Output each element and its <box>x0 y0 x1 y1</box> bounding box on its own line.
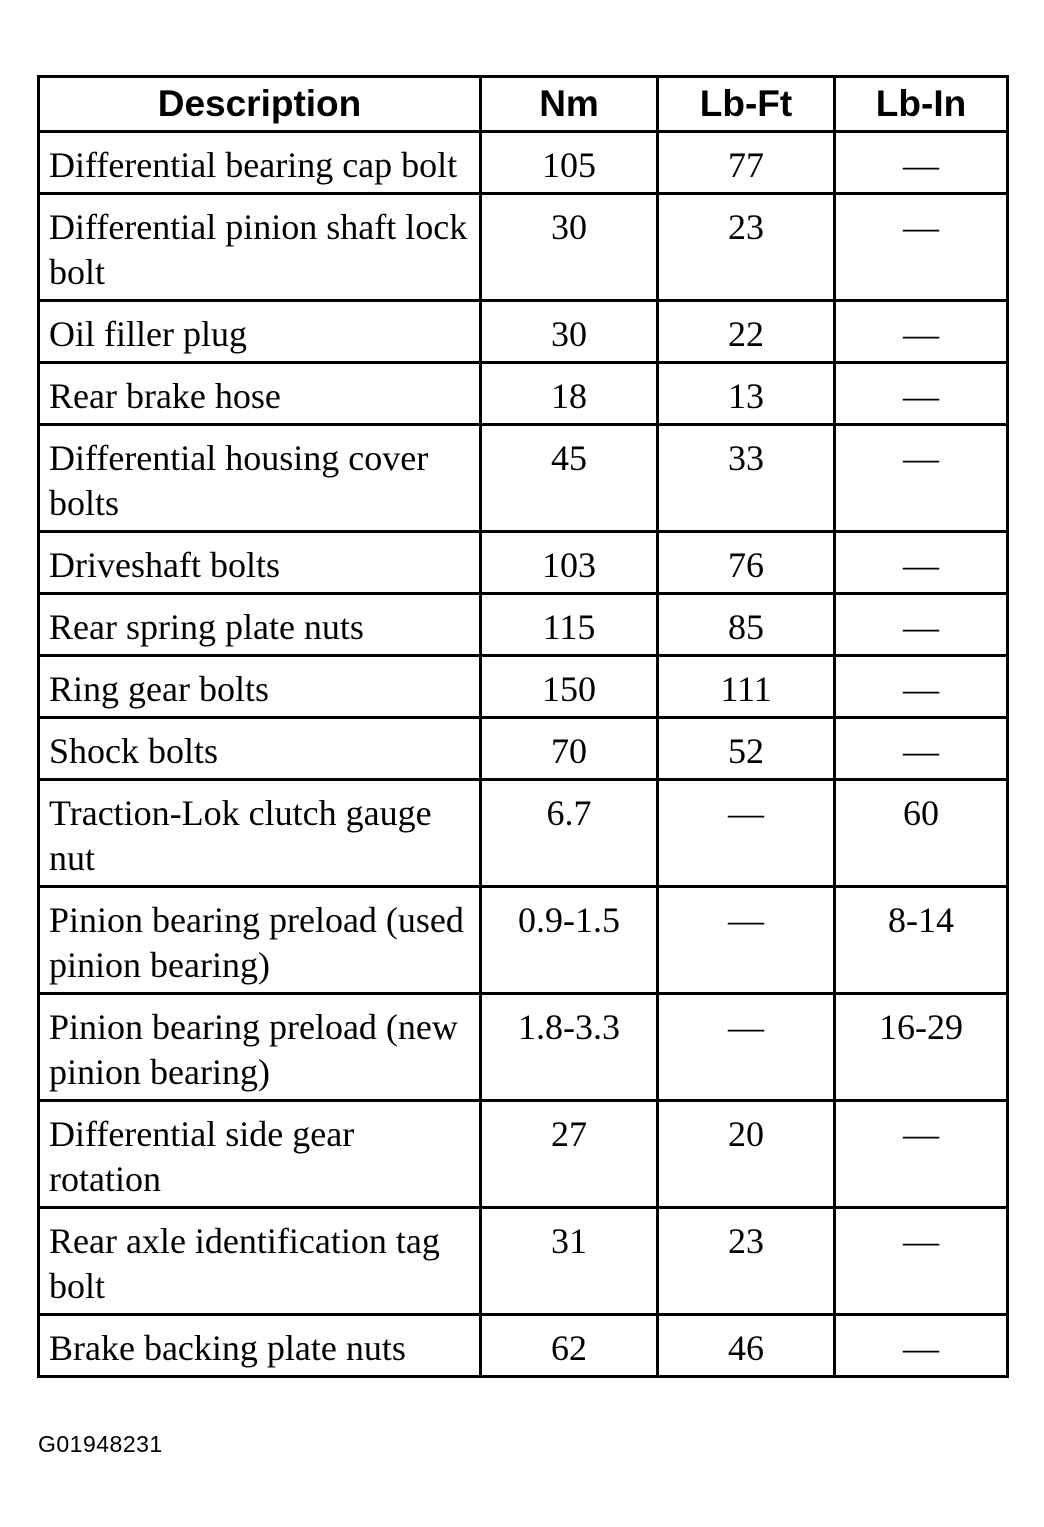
table-row <box>39 425 1008 532</box>
nm-cell: 70 <box>481 718 658 780</box>
table-row <box>39 1101 1008 1208</box>
lb-in-cell: — <box>835 363 1008 425</box>
table-row <box>39 1208 1008 1315</box>
nm-cell: 105 <box>481 132 658 194</box>
nm-cell: 31 <box>481 1208 658 1315</box>
description-cell: Ring gear bolts <box>39 656 481 718</box>
lb-in-cell: — <box>835 301 1008 363</box>
table-row <box>39 194 1008 301</box>
lb-in-cell: — <box>835 1208 1008 1315</box>
lb-in-cell: — <box>835 1101 1008 1208</box>
figure-code: G01948231 <box>38 1431 163 1457</box>
table-row <box>39 301 1008 363</box>
nm-cell: 27 <box>481 1101 658 1208</box>
lb-ft-cell: 85 <box>658 594 835 656</box>
table-header-row <box>39 77 1008 132</box>
description-cell: Differential bearing cap bolt <box>39 132 481 194</box>
header-nm: Nm <box>481 77 658 132</box>
lb-ft-cell: 111 <box>658 656 835 718</box>
header-lb-in: Lb-In <box>835 77 1008 132</box>
lb-in-cell: — <box>835 132 1008 194</box>
description-cell: Brake backing plate nuts <box>39 1315 481 1377</box>
lb-in-cell: — <box>835 594 1008 656</box>
description-cell: Rear brake hose <box>39 363 481 425</box>
lb-ft-cell: — <box>658 887 835 994</box>
description-cell: Oil filler plug <box>39 301 481 363</box>
description-cell: Differential pinion shaft lock bolt <box>39 194 481 301</box>
header-lb-ft: Lb-Ft <box>658 77 835 132</box>
table-row <box>39 594 1008 656</box>
description-cell: Pinion bearing preload (used pinion bearing) <box>39 887 481 994</box>
lb-in-cell: — <box>835 656 1008 718</box>
lb-ft-cell: 77 <box>658 132 835 194</box>
nm-cell: 6.7 <box>481 780 658 887</box>
table-row <box>39 132 1008 194</box>
lb-in-cell: 60 <box>835 780 1008 887</box>
lb-ft-cell: — <box>658 780 835 887</box>
lb-in-cell: — <box>835 718 1008 780</box>
lb-ft-cell: 33 <box>658 425 835 532</box>
table-row <box>39 994 1008 1101</box>
lb-in-cell: — <box>835 1315 1008 1377</box>
lb-ft-cell: — <box>658 994 835 1101</box>
lb-ft-cell: 23 <box>658 1208 835 1315</box>
table-row <box>39 656 1008 718</box>
lb-ft-cell: 23 <box>658 194 835 301</box>
header-description: Description <box>39 77 481 132</box>
table-row <box>39 363 1008 425</box>
lb-in-cell: — <box>835 425 1008 532</box>
nm-cell: 30 <box>481 194 658 301</box>
lb-ft-cell: 13 <box>658 363 835 425</box>
table-row <box>39 1315 1008 1377</box>
lb-in-cell: 16-29 <box>835 994 1008 1101</box>
description-cell: Pinion bearing preload (new pinion bearing) <box>39 994 481 1101</box>
nm-cell: 103 <box>481 532 658 594</box>
lb-in-cell: 8-14 <box>835 887 1008 994</box>
description-cell: Rear axle identification tag bolt <box>39 1208 481 1315</box>
nm-cell: 115 <box>481 594 658 656</box>
lb-ft-cell: 22 <box>658 301 835 363</box>
table-row <box>39 887 1008 994</box>
lb-ft-cell: 52 <box>658 718 835 780</box>
lb-in-cell: — <box>835 532 1008 594</box>
nm-cell: 1.8-3.3 <box>481 994 658 1101</box>
lb-in-cell: — <box>835 194 1008 301</box>
lb-ft-cell: 46 <box>658 1315 835 1377</box>
nm-cell: 45 <box>481 425 658 532</box>
torque-spec-table <box>37 75 1009 1378</box>
table-row <box>39 718 1008 780</box>
table-row <box>39 532 1008 594</box>
nm-cell: 18 <box>481 363 658 425</box>
description-cell: Differential housing cover bolts <box>39 425 481 532</box>
description-cell: Shock bolts <box>39 718 481 780</box>
description-cell: Differential side gear rotation <box>39 1101 481 1208</box>
description-cell: Traction-Lok clutch gauge nut <box>39 780 481 887</box>
nm-cell: 150 <box>481 656 658 718</box>
nm-cell: 0.9-1.5 <box>481 887 658 994</box>
lb-ft-cell: 20 <box>658 1101 835 1208</box>
description-cell: Driveshaft bolts <box>39 532 481 594</box>
nm-cell: 62 <box>481 1315 658 1377</box>
description-cell: Rear spring plate nuts <box>39 594 481 656</box>
nm-cell: 30 <box>481 301 658 363</box>
table-row <box>39 780 1008 887</box>
lb-ft-cell: 76 <box>658 532 835 594</box>
